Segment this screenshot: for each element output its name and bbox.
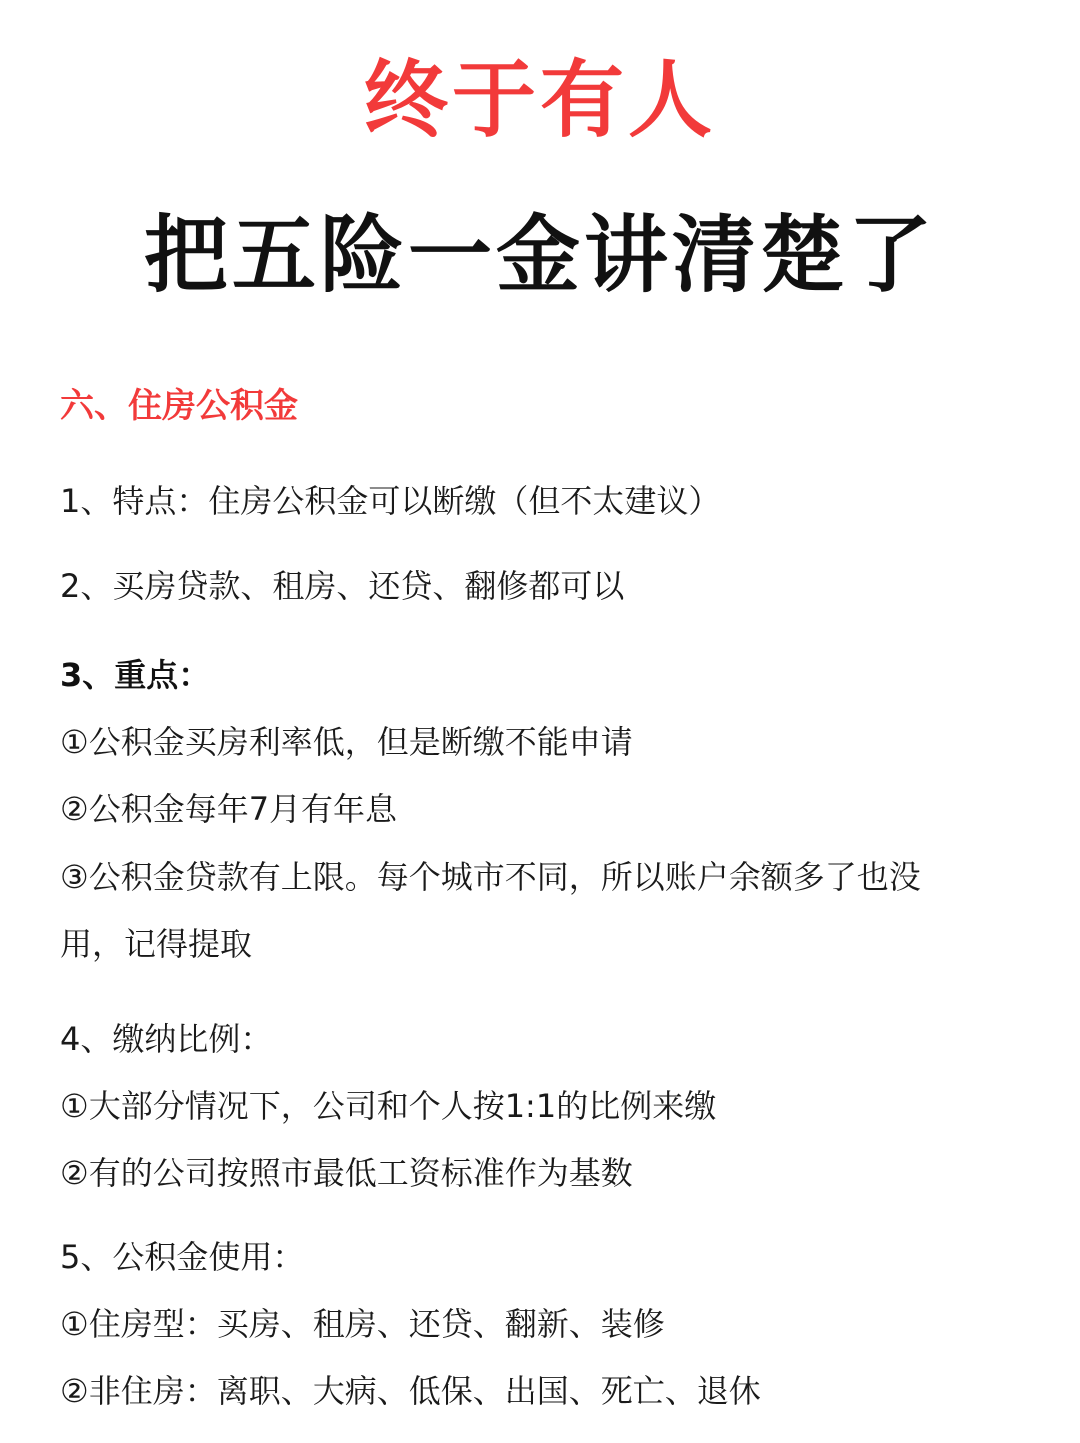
- text-line: ①公积金买房利率低，但是断缴不能申请: [60, 723, 633, 761]
- section-heading: 六、住房公积金: [60, 386, 298, 426]
- text-line: ①住房型：买房、租房、还贷、翻新、装修: [60, 1305, 665, 1343]
- text-line: 1、特点：住房公积金可以断缴（但不太建议）: [60, 482, 721, 520]
- title-line-2: 把五险一金讲清楚了: [143, 206, 936, 304]
- text-line: 2、买房贷款、租房、还贷、翻修都可以: [60, 567, 625, 605]
- text-line: ①大部分情况下，公司和个人按1:1的比例来缴: [60, 1087, 717, 1125]
- title-line-1: 终于有人: [363, 51, 716, 149]
- text-line-heading: 3、重点：: [60, 656, 211, 694]
- text-line: 用，记得提取: [60, 925, 253, 963]
- text-line: ③公积金贷款有上限。每个城市不同，所以账户余额多了也没: [60, 858, 921, 896]
- text-line: ②非住房：离职、大病、低保、出国、死亡、退休: [60, 1372, 761, 1410]
- text-line: 5、公积金使用：: [60, 1238, 305, 1276]
- text-line: ②公积金每年7月有年息: [60, 790, 398, 828]
- text-line: 4、缴纳比例：: [60, 1020, 273, 1058]
- text-line: ②有的公司按照市最低工资标准作为基数: [60, 1154, 633, 1192]
